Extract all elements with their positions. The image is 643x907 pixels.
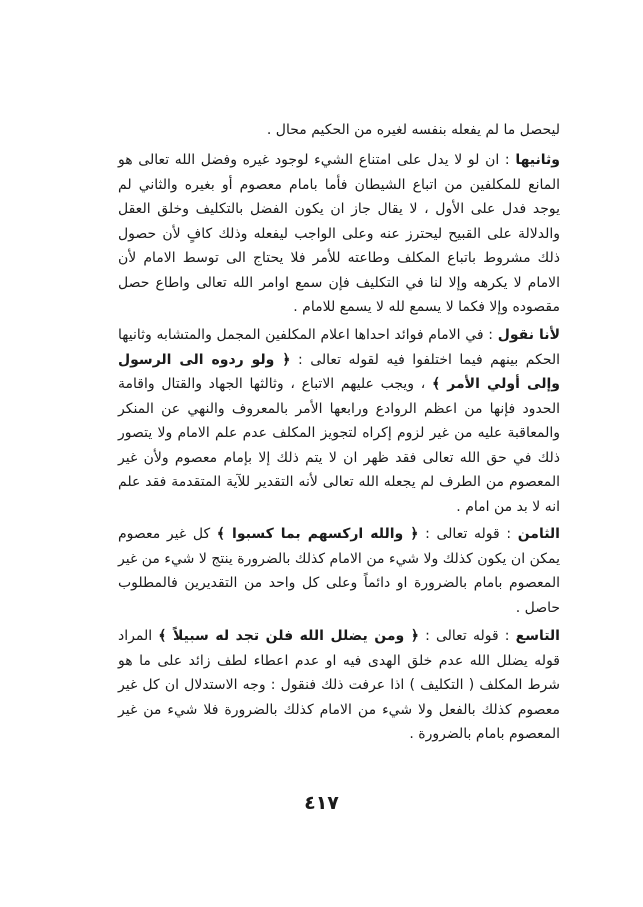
paragraph-2 xyxy=(118,148,560,320)
paragraph-5-quran-quote: ﴿ ومن يضلل الله فلن تجد له سبيلاً ﴾ xyxy=(158,628,420,644)
paragraph-1 xyxy=(118,118,560,143)
paragraph-5-body-before: : قوله تعالى : xyxy=(425,628,510,644)
paragraph-4 xyxy=(118,522,560,620)
paragraph-4-body-before: : قوله تعالى : xyxy=(425,526,512,542)
paragraph-1-text: ليحصل ما لم يفعله بنفسه لغيره من الحكيم محال . xyxy=(266,122,560,138)
paragraph-2-body: : ان لو لا يدل على امتناع الشيء لوجود غيره وفضل الله تعالى هو المانع للمكلفين من اتباع الشيطان فأما بامام معصوم أو بغيره والثاني لم يوجد فدل على الأول ، لا يقال جاز ان يكون الفضل بالتكليف وخلق العقل والدلالة على القبيح ليحترز عنه وعلى الواجب ليفعله وذلك كافٍ لأن حصول ذلك مشروط باتباع المكلف وطاعته للأمر فلا يحتاج الى توسط الامام لأن الامام لا يكرهه وإلا لنا في التكليف فإن سمع اوامر الله تعالى واطاع حصل مقصوده وإلا فكما لا يسمع لله لا يسمع للامام . xyxy=(118,152,560,315)
paragraph-4-lead: الثامن xyxy=(517,526,560,542)
paragraph-3-body-before: : في الامام فوائد احداها اعلام المكلفين المجمل والمتشابه وثانيها الحكم بينهم فيما اختلفوا فيه لقوله تعالى : xyxy=(118,327,561,368)
paragraph-4-body-after: كل غير معصوم يمكن ان يكون كذلك ولا شيء من الامام كذلك بالضرورة ينتج لا شيء من غير المعصوم بامام بالضرورة او دائماً وعلى كل واحد من التقديرين فالمطلوب حاصل . xyxy=(118,526,560,616)
paragraph-3-quran-quote: ﴿ ولو ردوه الى الرسول وإلى أولي الأمر ﴾ xyxy=(118,351,560,392)
paragraph-3 xyxy=(118,323,560,519)
paragraph-5-body-after: المراد قوله يضلل الله عدم خلق الهدى فيه او عدم اعطاء لطف زائد على ما هو شرط المكلف ( التكليف ) اذا عرفت ذلك فنقول : وجه الاستدلال ان كل غير معصوم كذلك بالفعل ولا شيء من الامام كذلك بالضرورة فلا شيء من غير المعصوم بامام بالضرورة . xyxy=(118,628,560,742)
paragraph-3-body-after: ، ويجب عليهم الاتباع ، وثالثها الجهاد والقتال واقامة الحدود فإنها من اعظم الروادع ورابعها الأمر بالمعروف والنهي عن المنكر والمعاقبة عليه من غير لزوم إكراه لتجويز المكلف عدم علم الامام ولا يتصور ذلك في حق الله تعالى فقد ظهر ان لا يتم ذلك إلا بإمام معصوم ولأن غير المعصوم من الطرف لم يجعله الله تعالى لأنه التقدير للآية المتقدمة فقد علم انه لا بد من امام . xyxy=(118,376,560,515)
page-number: ٤١٧ xyxy=(304,792,339,814)
paragraph-3-lead: لأنا نقول xyxy=(497,327,560,343)
paragraph-5-lead: التاسع xyxy=(515,628,560,644)
paragraph-4-quran-quote: ﴿ والله اركسهم بما كسبوا ﴾ xyxy=(216,526,419,542)
paragraph-2-lead: وثانيها xyxy=(515,152,560,168)
paragraph-5 xyxy=(118,624,560,747)
